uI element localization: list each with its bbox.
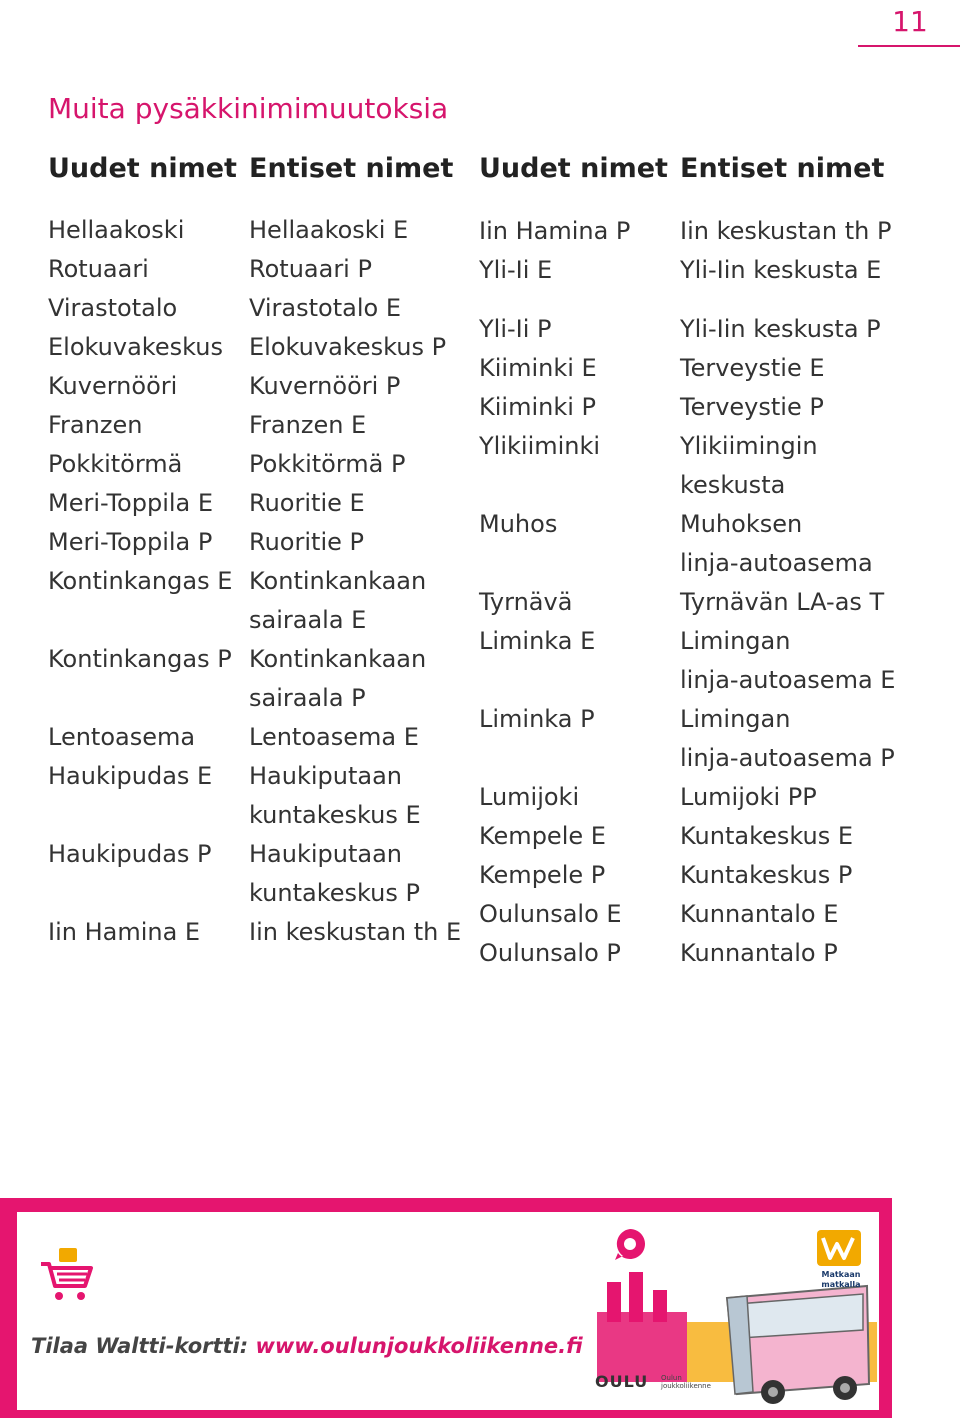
waltti-caption: Matkaan matkalla xyxy=(821,1270,861,1289)
name-list-item: kuntakeskus P xyxy=(249,879,420,907)
name-list-item: Hellaakoski xyxy=(48,216,185,244)
name-list-item: Limingan xyxy=(680,627,791,655)
name-list-item: Haukipudas E xyxy=(48,762,213,790)
name-list-item: Pokkitörmä P xyxy=(249,450,406,478)
name-list-item: Lentoasema E xyxy=(249,723,419,751)
name-list-item: Kunnantalo E xyxy=(680,900,839,928)
name-list-item: Rotuaari P xyxy=(249,255,372,283)
name-list-item: Terveystie E xyxy=(680,354,825,382)
name-list-item: Yli-Ii E xyxy=(479,256,553,284)
name-list-item: Kiiminki E xyxy=(479,354,597,382)
name-list-item: Franzen xyxy=(48,411,143,439)
shopping-cart-icon xyxy=(37,1246,97,1306)
name-list-item: Kontinkankaan xyxy=(249,645,427,673)
name-list-item: Kontinkangas E xyxy=(48,567,233,595)
banner-lead: Tilaa Waltti-kortti: xyxy=(31,1334,256,1358)
speech-bubble-icon xyxy=(612,1226,648,1262)
name-list-item: linja-autoasema P xyxy=(680,744,895,772)
name-list-item: Kontinkangas P xyxy=(48,645,232,673)
page-number: 11 xyxy=(892,5,928,38)
name-list-item: Iin Hamina P xyxy=(479,217,631,245)
name-list-item: Kunnantalo P xyxy=(680,939,838,967)
name-list-item: Iin Hamina E xyxy=(48,918,201,946)
heading-old-names-1: Entiset nimet xyxy=(249,153,454,184)
name-list-item: Elokuvakeskus P xyxy=(249,333,447,361)
name-list-item: Iin keskustan th E xyxy=(249,918,462,946)
name-list-item: sairaala P xyxy=(249,684,366,712)
heading-old-names-2: Entiset nimet xyxy=(680,153,885,184)
name-list-item: Kempele P xyxy=(479,861,606,889)
name-list-item: Ylikiiminki xyxy=(479,432,601,460)
heading-new-names-2: Uudet nimet xyxy=(479,153,668,184)
name-list-item: Liminka E xyxy=(479,627,596,655)
name-list-item: Rotuaari xyxy=(48,255,149,283)
name-list-item: Virastotalo E xyxy=(249,294,401,322)
name-list-item: Kuvernööri P xyxy=(249,372,401,400)
name-list-item: keskusta xyxy=(680,471,786,499)
name-list-item: Tyrnävän LA-as T xyxy=(680,588,885,616)
name-list-item: Iin keskustan th P xyxy=(680,217,892,245)
name-list-item: kuntakeskus E xyxy=(249,801,421,829)
name-list-item: Virastotalo xyxy=(48,294,178,322)
banner-url-link[interactable]: www.oulunjoukkoliikenne.fi xyxy=(255,1334,583,1358)
name-list-item: Kuntakeskus P xyxy=(680,861,853,889)
name-list-item: Oulunsalo P xyxy=(479,939,621,967)
name-list-item: linja-autoasema E xyxy=(680,666,896,694)
name-list-item: Meri-Toppila E xyxy=(48,489,214,517)
name-list-item: Liminka P xyxy=(479,705,595,733)
name-list-item: Meri-Toppila P xyxy=(48,528,213,556)
name-list-item: Oulunsalo E xyxy=(479,900,622,928)
banner-panel xyxy=(17,1212,879,1410)
name-list-item: Haukipudas P xyxy=(48,840,212,868)
name-list-item: Kuntakeskus E xyxy=(680,822,854,850)
name-list-item: Elokuvakeskus xyxy=(48,333,223,361)
name-list-item: Tyrnävä xyxy=(479,588,573,616)
name-list-item: Muhoksen xyxy=(680,510,803,538)
name-list-item: Muhos xyxy=(479,510,558,538)
name-list-item: Ruoritie E xyxy=(249,489,365,517)
name-list-item: Kiiminki P xyxy=(479,393,596,421)
name-list-item: Lumijoki PP xyxy=(680,783,817,811)
name-list-item: Lumijoki xyxy=(479,783,580,811)
name-list-item: Lentoasema xyxy=(48,723,196,751)
name-list-item: Kempele E xyxy=(479,822,606,850)
name-list-item: Ylikiimingin xyxy=(680,432,818,460)
name-list-item: Hellaakoski E xyxy=(249,216,409,244)
name-list-item: Ruoritie P xyxy=(249,528,364,556)
name-list-item: Haukiputaan xyxy=(249,840,403,868)
name-list-item: Terveystie P xyxy=(680,393,824,421)
name-list-item: Kontinkankaan xyxy=(249,567,427,595)
name-list-item: Haukiputaan xyxy=(249,762,403,790)
oulu-subtitle: Oulun joukkoliikenne xyxy=(661,1374,711,1390)
waltti-w-logo-icon xyxy=(815,1228,863,1268)
heading-new-names-1: Uudet nimet xyxy=(48,153,237,184)
name-list-item: linja-autoasema xyxy=(680,549,873,577)
waltti-banner[interactable] xyxy=(0,1198,892,1418)
name-list-item: Yli-Iin keskusta E xyxy=(680,256,882,284)
banner-text xyxy=(31,1334,583,1358)
oulu-logo: OULU xyxy=(595,1372,649,1391)
name-list-item: Yli-Ii P xyxy=(479,315,552,343)
name-list-item: sairaala E xyxy=(249,606,367,634)
name-list-item: Franzen E xyxy=(249,411,367,439)
page-number-rule xyxy=(858,45,960,47)
name-list-item: Limingan xyxy=(680,705,791,733)
name-list-item: Yli-Iin keskusta P xyxy=(680,315,881,343)
name-list-item: Kuvernööri xyxy=(48,372,178,400)
section-title: Muita pysäkkinimimuutoksia xyxy=(48,92,449,125)
name-list-item: Pokkitörmä xyxy=(48,450,183,478)
